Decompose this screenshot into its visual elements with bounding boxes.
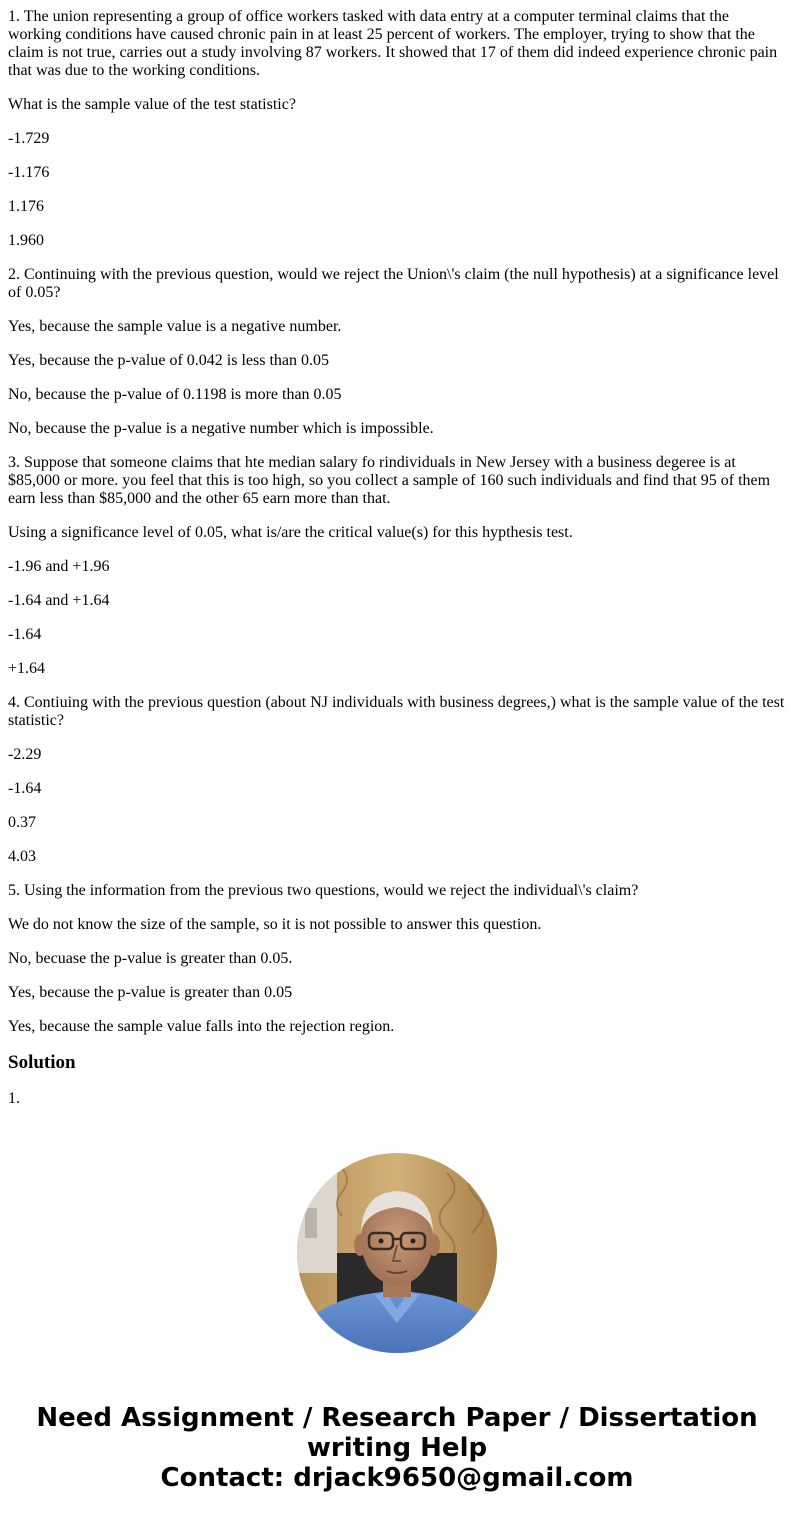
question-2-option-b: Yes, because the p-value of 0.042 is less than 0.05 (8, 352, 329, 369)
question-5-option-d: Yes, because the sample value falls into the rejection region. (8, 1018, 395, 1035)
question-1-option-c: 1.176 (8, 198, 44, 215)
question-3-option-c: -1.64 (8, 626, 42, 643)
question-3-option-d: +1.64 (8, 660, 46, 677)
solution-heading: Solution (8, 1052, 76, 1073)
question-3-option-b: -1.64 and +1.64 (8, 592, 110, 609)
question-2-option-a: Yes, because the sample value is a negative number. (8, 318, 342, 335)
question-3-option-a: -1.96 and +1.96 (8, 558, 110, 575)
question-4-text: 4. Contiuing with the previous question (about NJ individuals with business degrees,) what is the sample value of the test statistic? (8, 694, 785, 729)
question-3-prompt: Using a significance level of 0.05, what is/are the critical value(s) for this hypthesis test. (8, 524, 573, 541)
question-2-text: 2. Continuing with the previous question, would we reject the Union\'s claim (the null hypothesis) at a significance level of 0.05? (8, 266, 779, 301)
question-4-option-c: 0.37 (8, 814, 36, 831)
question-4-option-b: -1.64 (8, 780, 42, 797)
author-photo (297, 1153, 497, 1353)
question-5-option-a: We do not know the size of the sample, so it is not possible to answer this question. (8, 916, 542, 933)
footer-line-1: Need Assignment / Research Paper / Dissertation (36, 1403, 758, 1433)
question-1-prompt: What is the sample value of the test statistic? (8, 96, 296, 113)
question-2-option-d: No, because the p-value is a negative number which is impossible. (8, 420, 434, 437)
solution-first-line: 1. (8, 1090, 20, 1107)
question-3-text: 3. Suppose that someone claims that hte median salary fo rindividuals in New Jersey with a business degeree is at $85,000 or more. you feel that this is too high, so you collect a sample of 160 such individuals and find that 95 of them earn less than $85,000 and the other 65 earn more than that. (8, 454, 771, 507)
question-1-option-d: 1.960 (8, 232, 44, 249)
question-1-text: 1. The union representing a group of office workers tasked with data entry at a computer terminal claims that the working conditions have caused chronic pain in at least 25 percent of workers. The employer, trying to show that the claim is not true, carries out a study involving 87 workers. It showed that 17 of them did indeed experience chronic pain that was due to the working conditions. (8, 8, 778, 79)
footer-line-2: writing Help (306, 1433, 488, 1463)
footer-contact-email: Contact: drjack9650@gmail.com (160, 1463, 634, 1493)
question-1-option-a: -1.729 (8, 130, 50, 147)
question-1-option-b: -1.176 (8, 164, 50, 181)
document-body (8, 8, 786, 1124)
question-4-option-d: 4.03 (8, 848, 36, 865)
question-4-option-a: -2.29 (8, 746, 42, 763)
author-photo-image (297, 1153, 497, 1353)
question-5-text: 5. Using the information from the previous two questions, would we reject the individual\'s claim? (8, 882, 639, 899)
question-5-option-c: Yes, because the p-value is greater than 0.05 (8, 984, 293, 1001)
footer-contact-banner (0, 1403, 794, 1493)
question-2-option-c: No, because the p-value of 0.1198 is more than 0.05 (8, 386, 342, 403)
question-5-option-b: No, becuase the p-value is greater than 0.05. (8, 950, 293, 967)
